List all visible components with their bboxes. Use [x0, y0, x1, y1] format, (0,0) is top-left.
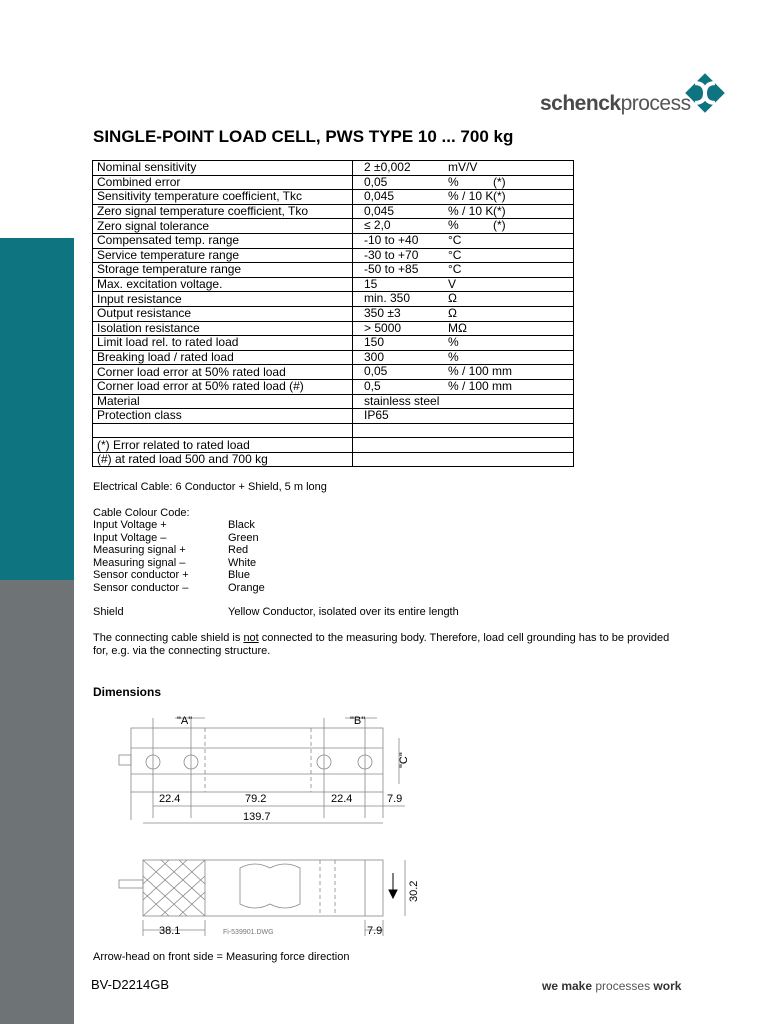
cable-colour-row — [93, 532, 259, 544]
spec-unit: V — [448, 276, 457, 291]
spec-label — [93, 423, 353, 438]
spec-value: 2 ±0,002 — [364, 160, 411, 174]
spec-value: -10 to +40 — [364, 232, 419, 247]
spec-row — [93, 204, 574, 219]
spec-row — [93, 423, 574, 438]
spec-label: Nominal sensitivity — [93, 161, 353, 176]
spec-label: Service temperature range — [93, 248, 353, 263]
shield-label: Shield — [93, 606, 124, 618]
spec-row — [93, 161, 574, 176]
spec-label: Combined error — [93, 175, 353, 190]
spec-unit: % — [448, 349, 459, 364]
spec-row — [93, 175, 574, 190]
cable-signal: Sensor conductor – — [93, 582, 189, 594]
spec-row — [93, 292, 574, 307]
cable-colour: Black — [228, 519, 255, 531]
spec-row — [93, 452, 574, 467]
spec-value-cell — [353, 365, 574, 380]
logo-word-process: process — [620, 92, 691, 115]
dimensions-heading: Dimensions — [93, 685, 162, 699]
spec-row — [93, 336, 574, 351]
spec-unit: % — [448, 174, 459, 189]
spec-value-cell — [353, 379, 574, 394]
cable-signal: Input Voltage – — [93, 531, 167, 544]
cable-colour-heading: Cable Colour Code: — [93, 507, 190, 519]
grounding-note-part2: connected to the measuring body. Therefore, load cell grounding has to be provided for, e.g. via the connecting structure. — [93, 632, 670, 657]
spec-value: 0,05 — [364, 364, 388, 379]
cable-colour: Green — [228, 531, 259, 544]
spec-value-cell — [353, 190, 574, 205]
shield-row — [93, 606, 459, 618]
spec-row — [93, 438, 574, 453]
shield-value: Yellow Conductor, isolated over its entire length — [228, 606, 459, 618]
side-band-teal — [0, 238, 74, 580]
document-id: BV-D2214GB — [91, 977, 170, 992]
spec-label: (*) Error related to rated load — [93, 438, 353, 453]
spec-unit: mV/V — [448, 160, 478, 174]
spec-value: 300 — [364, 349, 385, 364]
side-band-gray — [0, 580, 74, 1024]
spec-value-cell — [353, 438, 574, 453]
spec-value: 0,045 — [364, 189, 395, 204]
spec-value: -30 to +70 — [364, 247, 419, 262]
spec-row — [93, 394, 574, 409]
spec-row — [93, 365, 574, 380]
cable-signal: Sensor conductor + — [93, 569, 189, 582]
spec-label: Protection class — [93, 409, 353, 424]
spec-label: Zero signal tolerance — [93, 219, 353, 234]
spec-row — [93, 190, 574, 205]
spec-label: Limit load rel. to rated load — [93, 336, 353, 351]
top-view-body — [131, 728, 383, 792]
slogan-part1: we make — [542, 979, 596, 993]
drawing-caption: Arrow-head on front side = Measuring force direction — [93, 951, 350, 963]
label-b: "B" — [350, 715, 366, 727]
spec-label: Zero signal temperature coefficient, Tko — [93, 204, 353, 219]
spec-value: 0,5 — [364, 378, 381, 393]
spec-row — [93, 409, 574, 424]
label-c: "C" — [398, 752, 410, 768]
spec-row — [93, 277, 574, 292]
label-a: "A" — [177, 715, 193, 727]
side-view-body — [143, 860, 383, 916]
cable-signal: Measuring signal + — [93, 544, 186, 557]
spec-label: Input resistance — [93, 292, 353, 307]
grounding-note-part1: The connecting cable shield is — [93, 632, 244, 644]
spec-label: Isolation resistance — [93, 321, 353, 336]
dim-22-4-left: 22.4 — [159, 793, 181, 805]
spec-label: Corner load error at 50% rated load — [93, 365, 353, 380]
spec-value-cell — [353, 233, 574, 248]
spec-value-cell — [353, 263, 574, 278]
spec-value: > 5000 — [364, 320, 402, 335]
spec-unit: % / 100 mm — [448, 378, 513, 393]
logo-word-schenck: schenck — [540, 92, 621, 115]
cable-colour: Blue — [228, 569, 251, 582]
dim-139-7: 139.7 — [243, 811, 271, 823]
grounding-note-emphasis: not — [243, 632, 259, 644]
spec-row — [93, 248, 574, 263]
page-title: SINGLE-POINT LOAD CELL, PWS TYPE 10 ... 700 kg — [93, 127, 514, 146]
company-logo — [540, 70, 730, 120]
electrical-cable-text: Electrical Cable: 6 Conductor + Shield, 5 m long — [93, 481, 327, 493]
spec-value-cell — [353, 350, 574, 365]
spec-row — [93, 321, 574, 336]
spec-unit: MΩ — [448, 320, 467, 335]
spec-row — [93, 350, 574, 365]
spec-value-cell — [353, 277, 574, 292]
dim-7-9-top: 7.9 — [387, 793, 403, 805]
drawing-id: Fi-539901.DWG — [223, 929, 274, 936]
spec-note: (*) — [493, 189, 506, 204]
spec-label: Corner load error at 50% rated load (#) — [93, 379, 353, 394]
spec-label: Output resistance — [93, 306, 353, 321]
spec-value: ≤ 2,0 — [364, 218, 391, 233]
dim-22-4-right: 22.4 — [331, 793, 353, 805]
spec-value-cell — [353, 336, 574, 351]
spec-table — [92, 160, 574, 467]
spec-value: stainless steel — [364, 393, 440, 408]
spec-value-cell — [353, 321, 574, 336]
spec-label: Storage temperature range — [93, 263, 353, 278]
cable-colour-row — [93, 519, 255, 531]
spec-unit: % / 100 mm — [448, 364, 513, 379]
cable-colour: Orange — [228, 582, 265, 594]
spec-label: Breaking load / rated load — [93, 350, 353, 365]
spec-value-cell — [353, 306, 574, 321]
spec-label: Sensitivity temperature coefficient, Tkc — [93, 190, 353, 205]
spec-label: Max. excitation voltage. — [93, 277, 353, 292]
spec-value: -50 to +85 — [364, 262, 419, 277]
spec-value-cell — [353, 409, 574, 424]
cable-colour-row — [93, 544, 248, 556]
spec-value-cell — [353, 175, 574, 190]
cable-colour: White — [228, 556, 257, 569]
cable-signal: Measuring signal – — [93, 556, 186, 569]
spec-value-cell — [353, 423, 574, 438]
dim-79-2: 79.2 — [245, 793, 267, 805]
spec-value-cell — [353, 248, 574, 263]
dim-30-2: 30.2 — [408, 880, 420, 902]
spec-label: (#) at rated load 500 and 700 kg — [93, 452, 353, 467]
logo-wordmark — [540, 92, 691, 116]
spec-unit: % — [448, 218, 459, 233]
spec-row — [93, 233, 574, 248]
dimension-drawing-svg — [115, 708, 435, 940]
cable-colour: Red — [228, 544, 249, 557]
spec-row — [93, 263, 574, 278]
spec-unit: °C — [448, 247, 462, 262]
cable-colour-row — [93, 569, 250, 581]
spec-unit: Ω — [448, 291, 457, 306]
spec-value: IP65 — [364, 408, 389, 423]
spec-value: 0,05 — [364, 174, 388, 189]
spec-value: 350 ±3 — [364, 305, 401, 320]
spec-value-cell — [353, 161, 574, 176]
dim-38-1: 38.1 — [159, 925, 181, 937]
dimension-drawing — [115, 708, 435, 940]
spec-row — [93, 306, 574, 321]
spec-unit: % / 10 K — [448, 189, 494, 204]
spec-value-cell — [353, 219, 574, 234]
spec-value: 150 — [364, 335, 385, 350]
spec-value-cell — [353, 204, 574, 219]
spec-note: (*) — [493, 218, 506, 233]
spec-value-cell — [353, 452, 574, 467]
spec-unit: °C — [448, 262, 462, 277]
logo-mark-icon — [682, 70, 728, 116]
footer-slogan — [542, 979, 681, 993]
spec-label: Compensated temp. range — [93, 233, 353, 248]
spec-unit: % — [448, 335, 459, 350]
spec-unit: Ω — [448, 305, 457, 320]
spec-note: (*) — [493, 174, 506, 189]
side-view-slot — [240, 864, 300, 908]
spec-row — [93, 379, 574, 394]
cable-colour-row — [93, 582, 265, 594]
slogan-part3: work — [650, 979, 682, 993]
spec-value-cell — [353, 394, 574, 409]
grounding-note — [93, 632, 673, 657]
cable-colour-row — [93, 557, 256, 569]
spec-label: Material — [93, 394, 353, 409]
dim-7-9-bottom: 7.9 — [367, 925, 383, 937]
cable-signal: Input Voltage + — [93, 519, 167, 531]
spec-value-cell — [353, 292, 574, 307]
spec-note: (*) — [493, 203, 506, 218]
spec-value: 0,045 — [364, 203, 395, 218]
spec-unit: % / 10 K — [448, 203, 494, 218]
spec-row — [93, 219, 574, 234]
spec-value: min. 350 — [364, 291, 411, 306]
slogan-part2: processes — [595, 979, 651, 993]
spec-value: 15 — [364, 276, 378, 291]
spec-unit: °C — [448, 232, 462, 247]
